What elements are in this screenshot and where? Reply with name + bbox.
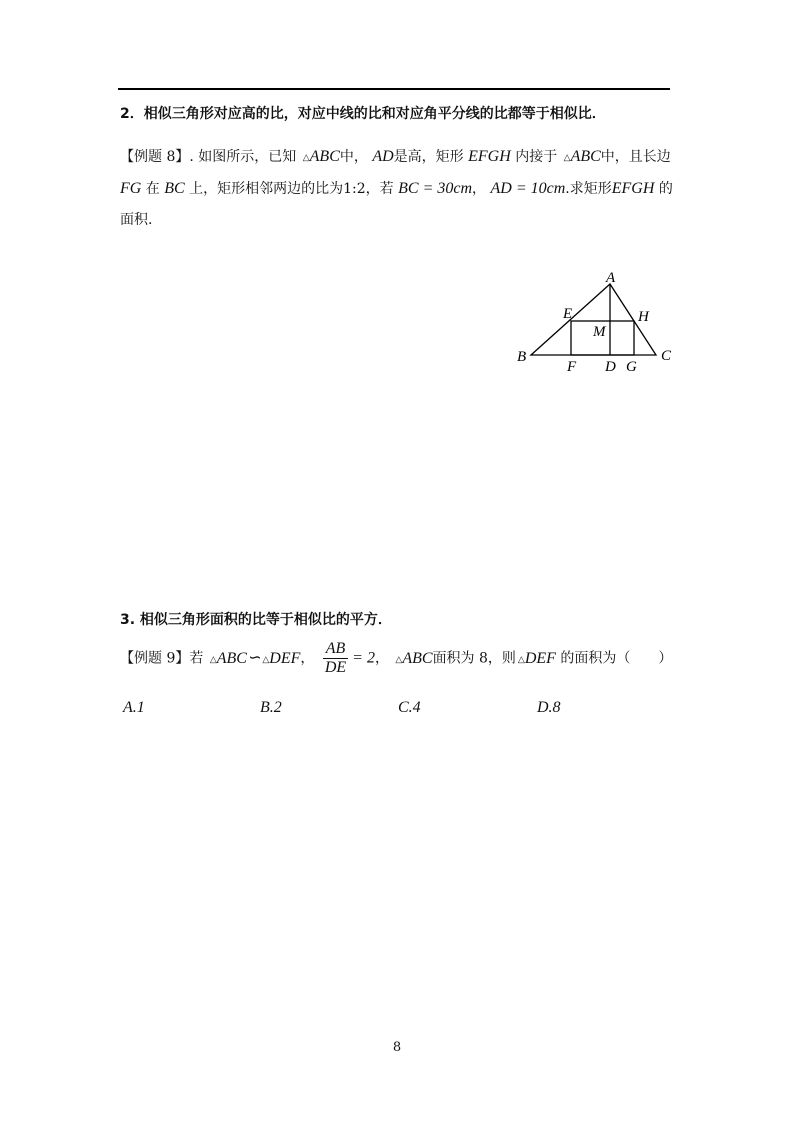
label-f: F	[567, 359, 577, 375]
example-9-text: 【例题 9】若 △ABC∽ △DEF， $\frac{AB}{DE}$ = 2， △ABC面积为 8，则 △DEF 的面积为（ ）	[120, 640, 673, 676]
example-8-text: 【例题 8】. 如图所示，已知 △ABC中， AD是高，矩形 EFGH 内接于 △ABC中，且长边 FG 在 BC 上，矩形相邻两边的比为1:2，若 BC = 30cm， AD = 10cm.求矩形EFGH 的 面积.	[120, 148, 673, 228]
triangle-symbol: △	[395, 653, 403, 664]
page-number: 8	[392, 1040, 402, 1055]
section-2-title: 2．相似三角形对应高的比，对应中线的比和对应角平分线的比都等于相似比．	[120, 106, 606, 122]
similar-symbol: ∽	[246, 649, 261, 667]
label-m: M	[593, 324, 606, 340]
label-g: G	[626, 359, 637, 375]
option-b: B.2	[260, 699, 282, 716]
example-8-label: 【例题 8】	[120, 149, 190, 165]
label-h: H	[638, 309, 649, 325]
triangle-symbol: △	[563, 152, 571, 162]
triangle-figure	[512, 272, 682, 377]
label-e: E	[563, 306, 573, 322]
option-c: C.4	[398, 699, 421, 716]
section-3-title: 3. 相似三角形面积的比等于相似比的平方．	[120, 612, 392, 628]
example-9-label: 【例题 9】	[120, 650, 190, 667]
triangle-symbol: △	[209, 653, 217, 664]
label-d: D	[605, 359, 616, 375]
label-a: A	[606, 272, 616, 286]
triangle-symbol: △	[517, 653, 525, 664]
label-c: C	[661, 348, 672, 364]
option-a: A.1	[123, 699, 145, 716]
label-b: B	[517, 349, 527, 365]
triangle-symbol: △	[262, 653, 270, 664]
triangle-symbol: △	[302, 152, 310, 162]
header-rule	[118, 88, 670, 90]
ratio-fraction: $\frac{AB}{DE}$	[324, 640, 347, 676]
option-d: D.8	[537, 699, 561, 716]
